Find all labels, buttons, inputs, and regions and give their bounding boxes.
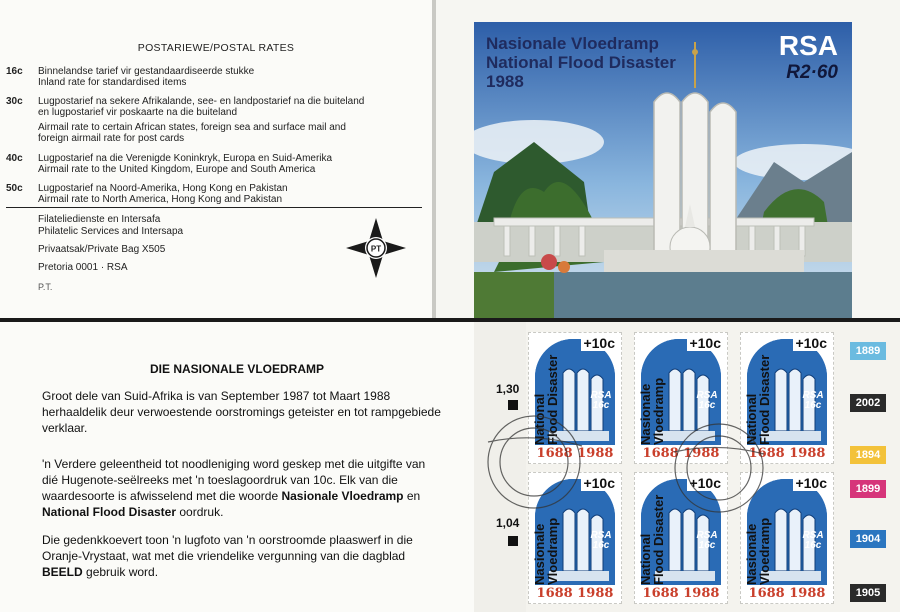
cover-title bbox=[486, 34, 676, 91]
overprint-af: Nasionale Vloedramp bbox=[281, 489, 404, 503]
stamp-overprint bbox=[533, 355, 559, 445]
paragraph-2-end: oordruk. bbox=[179, 505, 224, 519]
stamp-years: 1688 1988 bbox=[642, 446, 720, 461]
rate-code: 16c bbox=[6, 66, 23, 77]
overprint-line: Nasionale bbox=[744, 523, 759, 585]
margin-value: 1,04 bbox=[496, 516, 520, 530]
stamp-years: 1688 1988 bbox=[748, 446, 826, 461]
logo-text: PT bbox=[370, 244, 382, 254]
stamp bbox=[634, 332, 728, 464]
stamp-value-badge: RSA 16c bbox=[696, 530, 718, 551]
year-box: 1904 bbox=[850, 530, 886, 548]
rate-line: Lugpostarief na sekere Afrikalande, see- en landpostarief na die buiteland bbox=[38, 96, 365, 107]
stamp-overprint bbox=[745, 355, 771, 445]
year-box: 2002 bbox=[850, 394, 886, 412]
stamp-value-badge: RSA 16c bbox=[590, 390, 612, 411]
rate-line: foreign airmail rate for post cards bbox=[38, 133, 185, 144]
cover-country: RSA bbox=[778, 30, 838, 61]
overprint-line: Nasionale bbox=[638, 383, 653, 445]
postal-rates-panel bbox=[0, 0, 432, 318]
overprint-line: Flood Disaster bbox=[757, 354, 772, 445]
pane-margin bbox=[474, 322, 526, 612]
year-box: 1899 bbox=[850, 480, 886, 498]
stamp-surcharge: +10c bbox=[583, 335, 615, 351]
stamp bbox=[528, 332, 622, 464]
paragraph-3 bbox=[42, 532, 442, 580]
rate-40c bbox=[6, 153, 426, 175]
stamp-value-badge: RSA 16c bbox=[802, 390, 824, 411]
rate-line: Binnelandse tarief vir gestandaardiseerde stukke bbox=[38, 66, 255, 77]
overprint-line: Vloedramp bbox=[545, 517, 560, 585]
rate-30c bbox=[6, 96, 426, 144]
paragraph-3-end: gebruik word. bbox=[86, 565, 159, 579]
rate-code: 50c bbox=[6, 183, 23, 194]
stamp bbox=[634, 472, 728, 604]
cover-title-en: National Flood Disaster bbox=[486, 53, 676, 72]
post-office-logo bbox=[346, 218, 406, 278]
overprint-line: Nasionale bbox=[532, 523, 547, 585]
stamp-value-badge: RSA 16c bbox=[802, 530, 824, 551]
rate-line: Airmail rate to North America, Hong Kong and Pakistan bbox=[38, 194, 283, 205]
paragraph-2-text: 'n Verdere geleentheid tot noodleniging word geskep met die uitgifte van dié Hugenote-seëlreeks met 'n toeslagoordruk van 10c. Elk van die waardesoorte is afwisselend met die woorde bbox=[42, 457, 426, 503]
margin-marker bbox=[508, 536, 518, 546]
stamp-surcharge: +10c bbox=[795, 335, 827, 351]
rate-line: Lugpostarief na Noord-Amerika, Hong Kong en Pakistan bbox=[38, 183, 288, 194]
overprint-line: National bbox=[744, 393, 759, 445]
address-line: Filateliedienste en Intersafa bbox=[38, 214, 161, 225]
description-panel bbox=[0, 322, 474, 612]
stamp-surcharge: +10c bbox=[689, 475, 721, 491]
stamp-surcharge: +10c bbox=[689, 335, 721, 351]
stamp-overprint bbox=[639, 495, 665, 585]
address-line: Privaatsak/Private Bag X505 bbox=[38, 244, 166, 255]
rate-line: Lugpostarief na die Verenigde Koninkryk, Europa en Suid-Amerika bbox=[38, 153, 333, 164]
overprint-line: National bbox=[532, 393, 547, 445]
rate-16c bbox=[6, 66, 426, 88]
stamp-surcharge: +10c bbox=[795, 475, 827, 491]
stamp bbox=[740, 472, 834, 604]
stamp-overprint bbox=[639, 378, 665, 445]
pt-note: P.T. bbox=[38, 282, 53, 292]
address-line: Philatelic Services and Intersapa bbox=[38, 226, 184, 237]
year-box: 1889 bbox=[850, 342, 886, 360]
rate-line: en lugpostarief vir poskaarte na die buiteland bbox=[38, 107, 238, 118]
paragraph-1: Groot dele van Suid-Afrika is van September 1987 tot Maart 1988 herhaaldelik deur verwoestende oorstromings geteister en tot rampgebiede verklaar. bbox=[42, 389, 441, 435]
stamp-surcharge: +10c bbox=[583, 475, 615, 491]
stamp-overprint bbox=[533, 518, 559, 585]
paragraph-2-en: en bbox=[406, 489, 421, 503]
year-box: 1905 bbox=[850, 584, 886, 602]
stamp-years: 1688 1988 bbox=[642, 586, 720, 601]
stamp-pane bbox=[474, 322, 900, 612]
cover-title-af: Nasionale Vloedramp bbox=[486, 34, 659, 53]
cover-price: R2·60 bbox=[786, 62, 838, 83]
rate-line: Airmail rate to the United Kingdom, Europe and South America bbox=[38, 164, 316, 175]
stamp-years: 1688 1988 bbox=[748, 586, 826, 601]
rate-code: 40c bbox=[6, 153, 23, 164]
overprint-line: Flood Disaster bbox=[545, 354, 560, 445]
margin-marker bbox=[508, 400, 518, 410]
rate-code: 30c bbox=[6, 96, 23, 107]
divider bbox=[6, 207, 422, 208]
cover-year: 1988 bbox=[486, 72, 524, 91]
stamp-years: 1688 1988 bbox=[536, 446, 614, 461]
paragraph-2 bbox=[42, 456, 442, 520]
overprint-line: Vloedramp bbox=[757, 517, 772, 585]
stamp-value-badge: RSA 16c bbox=[590, 530, 612, 551]
margin-value: 1,30 bbox=[496, 382, 520, 396]
year-box: 1894 bbox=[850, 446, 886, 464]
overprint-line: National bbox=[638, 533, 653, 585]
stamp bbox=[740, 332, 834, 464]
cover-image bbox=[474, 22, 852, 318]
stamp bbox=[528, 472, 622, 604]
rate-line: Inland rate for standardised items bbox=[38, 77, 187, 88]
overprint-line: Flood Disaster bbox=[651, 494, 666, 585]
newspaper-name: BEELD bbox=[42, 565, 83, 579]
stamp-overprint bbox=[745, 518, 771, 585]
stamp-value-badge: RSA 16c bbox=[696, 390, 718, 411]
paragraph-3-text: Die gedenkkoevert toon 'n lugfoto van 'n oorstroomde plaaswerf in die Oranje-Vrystaat, wat met die vriendelike vergunning van die dagblad bbox=[42, 533, 413, 563]
rate-50c bbox=[6, 183, 426, 205]
overprint-line: Vloedramp bbox=[651, 377, 666, 445]
rate-line: Airmail rate to certain African states, foreign sea and surface mail and bbox=[38, 122, 346, 133]
address-line: Pretoria 0001 · RSA bbox=[38, 262, 128, 273]
rates-title: POSTARIEWE/POSTAL RATES bbox=[137, 42, 295, 54]
description-title: DIE NASIONALE VLOEDRAMP bbox=[149, 362, 324, 376]
stamp-years: 1688 1988 bbox=[536, 586, 614, 601]
overprint-en: National Flood Disaster bbox=[42, 505, 177, 519]
